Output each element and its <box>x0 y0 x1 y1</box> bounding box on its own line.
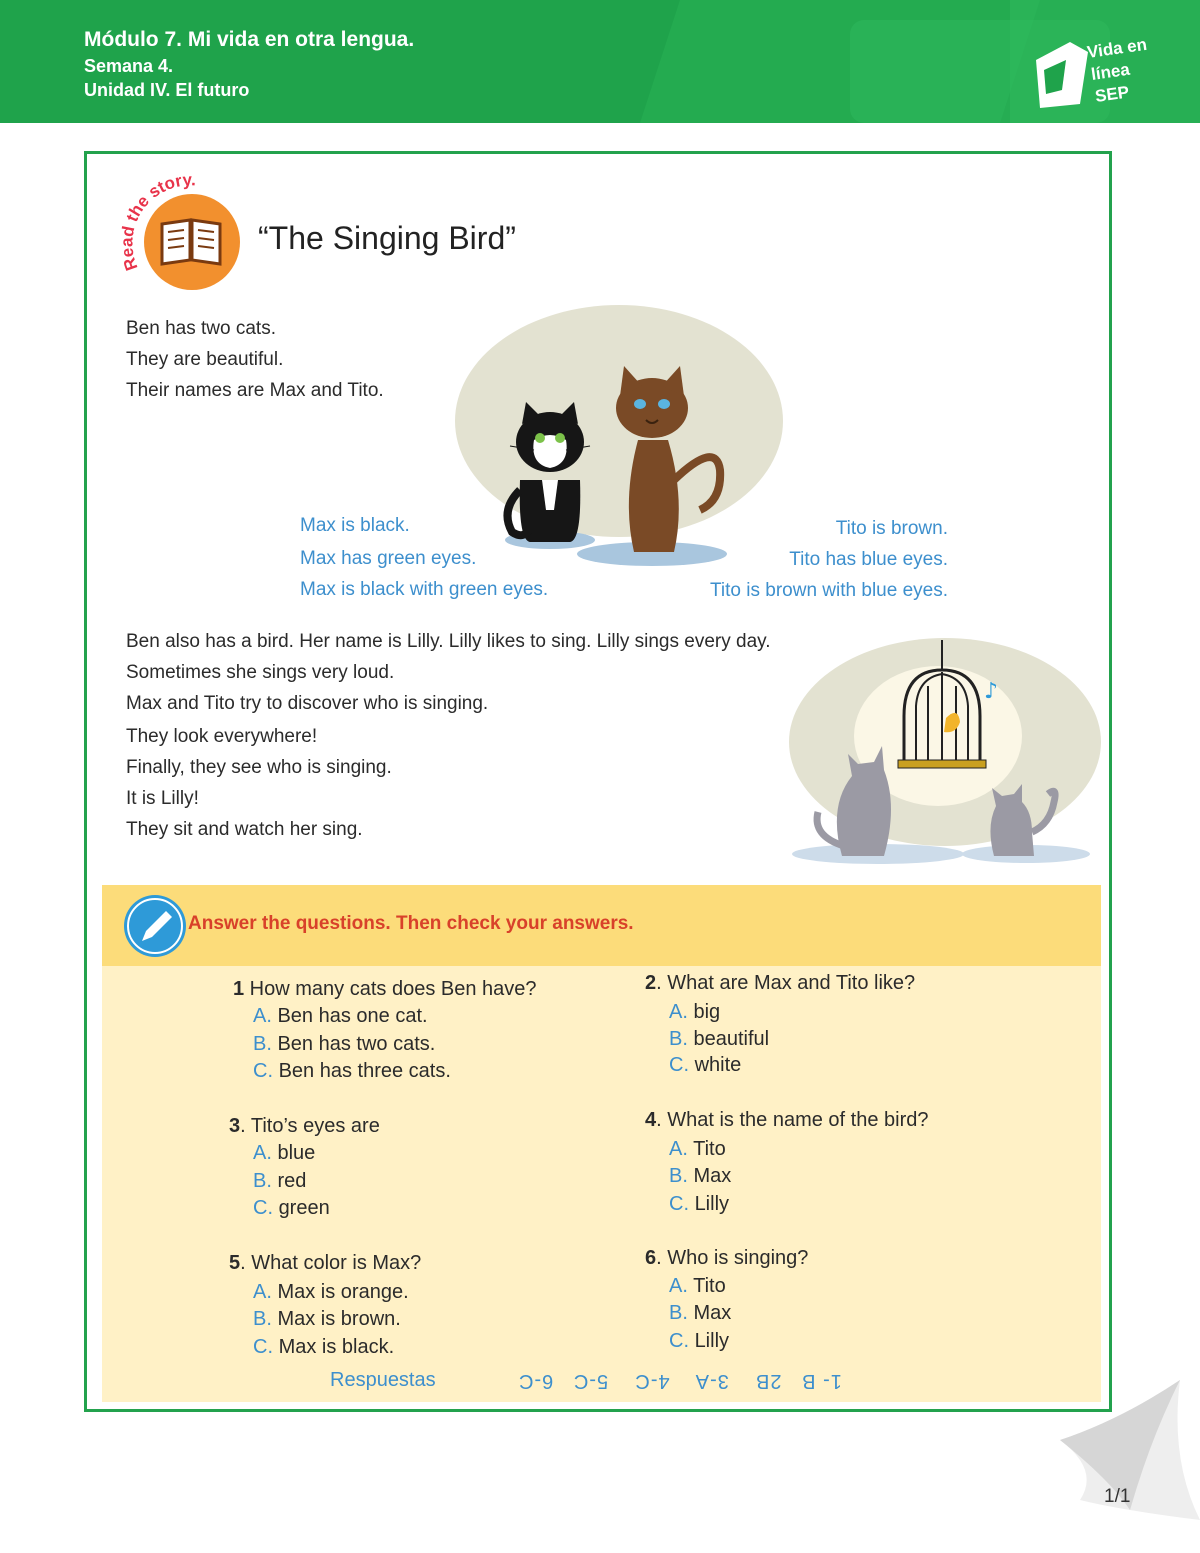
answer-option[interactable]: B. Max <box>669 1302 732 1324</box>
story-line: They are beautiful. <box>126 349 284 370</box>
pencil-icon <box>124 895 186 957</box>
questions-body <box>102 966 1101 1402</box>
tito-description: Tito is brown with blue eyes. <box>710 580 948 601</box>
story-title: “The Singing Bird” <box>258 220 516 256</box>
max-description: Max is black. <box>300 515 410 536</box>
answer-option[interactable]: A. big <box>669 1001 721 1023</box>
story-line: Sometimes she sings very loud. <box>126 662 395 683</box>
tito-description: Tito is brown. <box>835 518 948 539</box>
answers-label: Respuestas <box>330 1369 436 1391</box>
answer-option[interactable]: A. Tito <box>669 1275 726 1297</box>
answer-option[interactable]: C. Lilly <box>669 1193 730 1215</box>
story-line: Max and Tito try to discover who is singing. <box>126 693 489 714</box>
question-4: 4. What is the name of the bird? <box>645 1109 929 1131</box>
answer-option[interactable]: A. blue <box>253 1142 316 1164</box>
question-3: 3. Tito’s eyes are <box>229 1115 380 1137</box>
answer-option[interactable]: A. Max is orange. <box>253 1281 409 1303</box>
header-banner <box>0 0 1200 123</box>
story-line: Ben has two cats. <box>126 318 276 339</box>
svg-text:línea: línea <box>1089 59 1131 84</box>
open-book-icon <box>162 220 220 264</box>
answer-option[interactable]: C. Ben has three cats. <box>253 1060 451 1082</box>
badge-arc-text: Read the story. <box>117 170 197 274</box>
module-title: Módulo 7. Mi vida en otra lengua. <box>84 28 415 51</box>
answer-option[interactable]: B. beautiful <box>669 1028 770 1050</box>
max-cat-image <box>508 402 591 542</box>
sep-logo <box>1030 30 1150 110</box>
answer-option[interactable]: C. green <box>253 1197 330 1219</box>
story-line: Ben also has a bird. Her name is Lilly. Lilly likes to sing. Lilly sings every day. <box>126 631 771 652</box>
answers-key-upside-down: 1- B 2B 3-A 4-C 5-C 6-C <box>518 1370 842 1392</box>
answer-option[interactable]: B. red <box>253 1170 307 1192</box>
story-line: Finally, they see who is singing. <box>126 757 392 778</box>
answer-option[interactable]: C. Max is black. <box>253 1336 395 1358</box>
question-1: 1 How many cats does Ben have? <box>233 978 537 1000</box>
story-line: It is Lilly! <box>126 788 199 809</box>
svg-text:Vida en: Vida en <box>1085 34 1149 62</box>
answer-option[interactable]: B. Ben has two cats. <box>253 1033 436 1055</box>
read-the-story-badge <box>116 168 246 298</box>
story-line: They sit and watch her sing. <box>126 819 363 840</box>
tito-description: Tito has blue eyes. <box>789 549 948 570</box>
answer-option[interactable]: C. white <box>669 1054 742 1076</box>
unit-label: Unidad IV. El futuro <box>84 80 250 100</box>
page-number: 1/1 <box>1104 1486 1131 1507</box>
week-label: Semana 4. <box>84 56 174 76</box>
max-description: Max is black with green eyes. <box>300 579 549 600</box>
answer-option[interactable]: A. Ben has one cat. <box>253 1005 428 1027</box>
story-line: They look everywhere! <box>126 726 318 747</box>
questions-instruction: Answer the questions. Then check your answers. <box>188 913 634 934</box>
question-2: 2. What are Max and Tito like? <box>645 972 916 994</box>
answer-option[interactable]: C. Lilly <box>669 1330 730 1352</box>
question-6: 6. Who is singing? <box>645 1247 809 1269</box>
cats-illustration <box>490 360 750 575</box>
svg-text:SEP: SEP <box>1093 82 1131 106</box>
music-note-icon: ♪ <box>984 679 999 704</box>
tito-cat-image <box>616 366 720 552</box>
answer-option[interactable]: B. Max <box>669 1165 732 1187</box>
answer-option[interactable]: B. Max is brown. <box>253 1308 401 1330</box>
answer-option[interactable]: A. Tito <box>669 1138 726 1160</box>
max-description: Max has green eyes. <box>300 548 477 569</box>
story-line: Their names are Max and Tito. <box>126 380 384 401</box>
bird-cage-illustration <box>788 636 1102 866</box>
question-5: 5. What color is Max? <box>229 1252 422 1274</box>
